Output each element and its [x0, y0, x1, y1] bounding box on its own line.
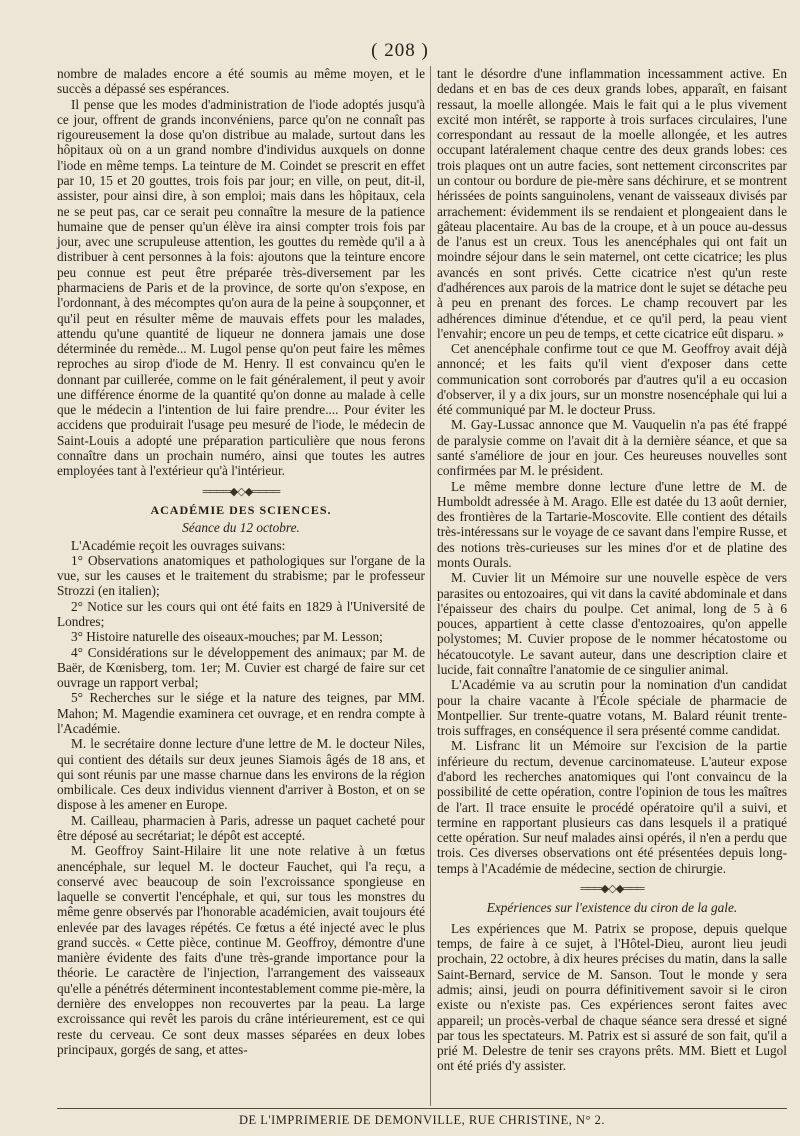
paragraph: M. Lisfranc lit un Mémoire sur l'excision de la partie inférieure du rectum, devenue carcinomateuse. L'auteur expose d'abord les recherches anatomiques qui l'ont convaincu de la possibilité de cette opération, contre l'opinion de tous les maîtres de l'art. Il trace ensuite le procédé opératoire qu'il a suivi, et termine en rapportant plusieurs cas dans lesquels il a pratiqué cette opération. Sur neuf malades ainsi opérés, il n'en a perdu que trois. Ces diverses observations ont été présentées depuis long-temps à l'Académie de médecine, section de chirurgie.	[437, 738, 787, 876]
list-item: 5° Recherches sur le siége et la nature des teignes, par MM. Mahon; M. Magendie examinera cet ouvrage, et en rendra compte à l'Académie.	[57, 690, 425, 736]
printer-imprint: DE L'IMPRIMERIE DE DEMONVILLE, RUE CHRISTINE, N° 2.	[57, 1108, 787, 1128]
list-item: 2° Notice sur les cours qui ont été faits en 1829 à l'Université de Londres;	[57, 598, 425, 629]
column-rule	[430, 66, 431, 1106]
paragraph: Les expériences que M. Patrix se propose, depuis quelque temps, de faire à ce sujet, à l'Hôtel-Dieu, auront lieu jeudi prochain, 22 octobre, à dix heures précises du matin, dans la salle Saint-Bernard, service de M. Sanson. Tout le monde y sera admis; ainsi, jeudi on pourra définitivement savoir si le ciron existe ou n'existe pas. Ces expériences seront faites avec appareil; un procès-verbal de chaque séance sera dressé et signé par tous les spectateurs. M. Patrix est si assuré de son fait, qu'il a prié M. Delestre de tenir ses crayons prêts. MM. Biett et Lugol ont été priés d'y assister.	[437, 920, 787, 1074]
paragraph: Il pense que les modes d'administration de l'iode adoptés jusqu'à ce jour, offrent de grands inconvéniens, parce qu'on ne connaît pas rigoureusement la dose qu'on distribue au malade, surtout dans les hôpitaux où on a un grand nombre d'individus auxquels on donne l'iode en même temps. La teinture de M. Coindet se prescrit en effet par 10, 15 et 20 gouttes, trois fois par jour; en ville, on peut, dit-il, assister, pour ainsi dire, à son emploi; mais dans les hôpitaux, cela ne se peut pas, car ce serait peu connaître la mesure de la patience humaine que de penser qu'un élève ira ainsi compter trois fois par jour, avec une scrupuleuse attention, les gouttes du remède qu'il a à distribuer à cent personnes à la fois: ajoutons que la teinture encore peu connue est peut être préparée très-diversement par les pharmaciens de Paris et de la province, de sorte qu'on s'expose, en l'ordonnant, à des mécomptes qu'on aura de la peine à soupçonner, et qu'il peut en résulter même de mauvais effets pour les malades, attendu qu'une quantité de liqueur ne donnera jamais une dose déterminée du remède... M. Lugol pense qu'on peut faire les mêmes reproches au sirop d'iode de M. Henry. Il est convaincu qu'en le donnant par cuillerée, comme on le fait généralement, il peut y avoir une différence énorme de la quantité qu'on donne au malade à celle que le médecin a l'intention de lui faire prendre.... Pour éviter les accidens que produirait l'usage peu mesuré de l'iode, le médecin de Saint-Louis a adopté une préparation particulière que nous ferons connaître dans un prochain numéro, ainsi que toutes les autres employées tant à l'extérieur qu'à l'intérieur.	[57, 96, 425, 479]
paragraph: L'Académie reçoit les ouvrages suivans:	[71, 537, 286, 553]
ornament-divider: ════◆◇◆════	[202, 485, 280, 498]
list-item: 1° Observations anatomiques et pathologiques sur l'organe de la vue, sur les causes et le traitement du strabisme; par le professeur Strozzi (en italien);	[57, 552, 425, 599]
paragraph: M. Gay-Lussac annonce que M. Vauquelin n'a pas été frappé de paralysie comme on l'avait dit à la dernière séance, et que sa santé s'améliore de jour en jour. Ces heureuses nouvelles sont confirmées par M. le président.	[437, 417, 787, 479]
section-title: Expériences sur l'existence du ciron de la gale.	[486, 899, 738, 915]
paragraph: M. le secrétaire donne lecture d'une lettre de M. le docteur Niles, qui contient des détails sur deux jeunes Siamois âgés de 18 ans, et qui sont réunis par une masse charnue dans les environs de la région ombilicale. Ces deux individus viennent d'arriver à Boston, et on se dispose à les amener en Europe.	[57, 736, 425, 813]
page-number: ( 208 )	[371, 40, 429, 61]
paragraph: M. Cuvier lit un Mémoire sur une nouvelle espèce de vers parasites ou entozoaires, qui vit dans la cavité abdominale et dans l'épaisseur des chairs du poulpe. Cet animal, long de 5 à 6 pouces, appartient à cette classe d'entozoaires, qu'on appelle polystomes; M. Cuvier propose de le nommer hécatostome ou hécatoucotyle. Le savant auteur, dans une description claire et lucide, fait connaître l'anatomie de ce singulier animal.	[437, 570, 787, 677]
paragraph: M. Geoffroy Saint-Hilaire lit une note relative à un fœtus anencéphale, sur lequel M. le docteur Fauchet, qui l'a reçu, a conservé avec beaucoup de soin l'excroissance spongieuse en laquelle se convertit l'encéphale, et qui, sur tous les monstres du même genre observés par l'honorable académicien, avait toujours été enlevée par des lavages répétés. Ce fœtus a été injecté avec le plus grand succès. « Cette pièce, continue M. Geoffroy, démontre d'une manière évidente des faits d'une très-grande importance pour la théorie. Le caractère de l'injection, l'arrangement des vaisseaux qu'elle a pénétrés déterminent incontestablement comme pie-mère, la dernière des enveloppes non recouvertes par la peau. La large excroissance qui revêt les parois du crâne intérieurement, est ce qui reste du cerveau. Ce sont deux masses séparées en deux lobes principaux, gorgés de sang, et attes-	[57, 843, 425, 1057]
paragraph: Cet anencéphale confirme tout ce que M. Geoffroy avait déjà annoncé; et les faits qu'il vient d'exposer dans cette communication sont corroborés par d'autres qu'il a eu occasion d'observer, il y a dix jours, sur un monstre nosencéphale qui lui a été communiqué par M. le docteur Pruss.	[437, 341, 787, 418]
left-column	[57, 66, 425, 1057]
list-item: 3° Histoire naturelle des oiseaux-mouches; par M. Lesson;	[71, 629, 383, 645]
paragraph: tant le désordre d'une inflammation incessamment active. En dedans et en bas de ces deux grands lobes, apparaît, en faisant ressaut, la moelle allongée. Mais le fait qui a le plus vivement excité mon intérêt, se rapporte à trois surfaces circulaires, l'une correspondant au ressaut de la moelle allongée, et les autres occupant latéralement chaque centre des deux grands lobes: ces trois plaques ont un autre facies, sont nettement circonscrites par un contour ou bordure de pie-mère sans déchirure, et se montrent hérissées de points sanguinolens, venant de vaisseaux divisés par arrachement: évidemment ils se rendaient et plongeaient dans le gâteau placentaire. Au bas de la croupe, et à un pouce au-dessus de l'anus est un creux. Tous les anencéphales qui ont fait un moindre séjour dans le sein maternel, ont cette cicatrice; les plus avancés en sont privés. Cette cicatrice n'est qu'un reste d'adhérences aux parois de la matrice dont le sujet se détache peu à peu en prenant des forces. Le champ recouvert par les adhérences diminue d'étendue, et ce qu'il perd, la peau vient l'envahir; encore un peu de temps, et cette cicatrice eût disparu. »	[437, 66, 787, 341]
ornament-divider: ═══◆◇◆═══	[580, 882, 644, 895]
paragraph: nombre de malades encore a été soumis au même moyen, et le succès a dépassé ses espérances.	[57, 66, 425, 97]
section-heading: ACADÉMIE DES SCIENCES.	[150, 502, 332, 517]
list-item: 4° Considérations sur le développement des animaux; par M. de Baër, de Kœnisberg, tom. 1er; M. Cuvier est chargé de faire sur cet ouvrage un rapport verbal;	[57, 644, 425, 691]
paragraph: L'Académie va au scrutin pour la nomination d'un candidat pour la chaire vacante à l'École spéciale de pharmacie de Montpellier. Sur trente-quatre votans, M. Balard réunit trente-trois suffrages, en conséquence il sera présenté comme candidat.	[437, 677, 787, 739]
paragraph: M. Cailleau, pharmacien à Paris, adresse un paquet cacheté pour être déposé au secrétariat; le dépôt est accepté.	[57, 812, 425, 843]
paragraph: Le même membre donne lecture d'une lettre de M. de Humboldt adressée à M. Arago. Elle est datée du 13 août dernier, des frontières de la Tartarie-Moscovite. Elle contient des détails très-intéressans sur le voyage de ce savant dans l'empire Russe, et des notions très-curieuses sur les mines d'or et de platine des monts Ourals.	[437, 478, 787, 570]
right-column	[437, 66, 787, 1074]
section-subheading: Séance du 12 octobre.	[182, 519, 300, 535]
